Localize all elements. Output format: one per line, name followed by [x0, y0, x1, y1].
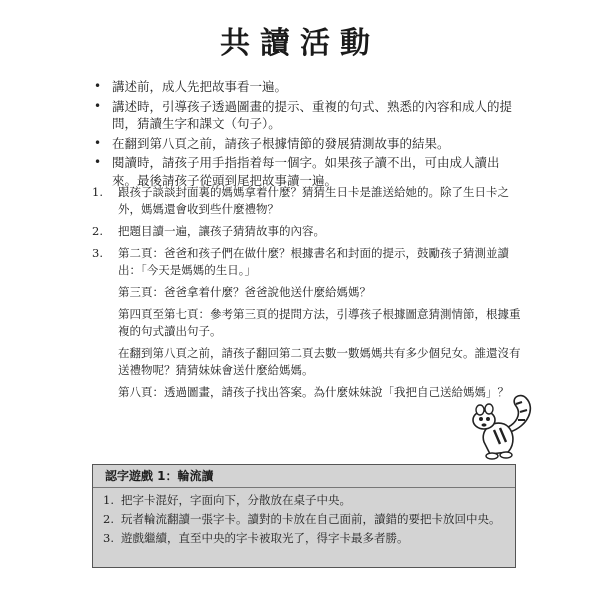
bullet-text: 講述時，引導孩子透過圖畫的提示、重複的句式、熟悉的內容和成人的提問，猜讀生字和課文（句子）。	[112, 98, 513, 131]
rule-number: 2.	[103, 512, 114, 526]
bullet-text: 在翻到第八頁之前，請孩子根據情節的發展猜測故事的結果。	[112, 135, 450, 151]
rule-text: 玩者輪流翻讀一張字卡。讀對的卡放在自己面前，讀錯的要把卡放回中央。	[121, 512, 501, 526]
guide-bullet-list	[92, 78, 512, 191]
step-number: 2.	[92, 224, 103, 238]
bullet-text: 閱讀時，請孩子用手指指着每一個字。如果孩子讀不出，可由成人讀出來。最後請孩子從頭到尾把故事讀一遍。	[112, 155, 500, 188]
page-title: 共讀活動	[220, 26, 380, 61]
list-item	[92, 98, 512, 133]
squirrel-mascot-icon	[470, 392, 540, 464]
rule-text: 遊戲繼續，直至中央的字卡被取光了，得字卡最多者勝。	[121, 531, 409, 545]
word-game-box	[92, 464, 516, 568]
step-subtext: 第八頁：透過圖畫，請孩子找出答案。為什麼妹妹說「我把自己送給媽媽」？	[118, 385, 509, 399]
bullet-dot-icon: •	[94, 155, 102, 169]
bullet-text: 講述前，成人先把故事看一遍。	[112, 79, 288, 94]
rule-number: 3.	[103, 531, 114, 545]
step-subtext: 第三頁：爸爸拿着什麼？爸爸說他送什麼給媽媽？	[118, 285, 371, 299]
step-subtext: 在翻到第八頁之前，請孩子翻回第二頁去數一數媽媽共有多少個兒女。誰還沒有送禮物呢？猜猜妹妹會送什麼給媽媽。	[118, 346, 521, 377]
bullet-dot-icon: •	[94, 135, 102, 150]
reading-steps-list	[92, 184, 522, 406]
rule-text: 把字卡混好，字面向下，分散放在桌子中央。	[121, 493, 351, 507]
step-item	[92, 223, 522, 240]
list-item	[103, 492, 505, 509]
step-number: 1.	[92, 185, 103, 199]
list-item	[92, 135, 512, 153]
step-item	[92, 184, 522, 218]
game-rules-list	[93, 488, 515, 547]
step-subtext: 第四頁至第七頁：參考第三頁的提問方法，引導孩子根據圖意猜測情節，根據重複的句式讀出句子。	[118, 307, 521, 338]
bullet-dot-icon: •	[94, 79, 102, 93]
step-item	[92, 245, 522, 401]
rule-number: 1.	[103, 493, 114, 507]
step-text: 第二頁：爸爸和孩子們在做什麼？根據書名和封面的提示，鼓勵孩子猜測並讀出：「今天是媽媽的生日。」	[118, 246, 509, 277]
list-item	[92, 78, 512, 96]
step-text: 跟孩子談談封面裏的媽媽拿着什麼？猜猜生日卡是誰送給她的。除了生日卡之外，媽媽還會收到些什麼禮物？	[118, 185, 509, 216]
step-number: 3.	[92, 246, 103, 260]
bullet-dot-icon: •	[94, 98, 102, 113]
game-title: 認字遊戲 1：輪流讀	[93, 465, 515, 488]
step-text: 把題目讀一遍，讓孩子猜猜故事的內容。	[118, 224, 325, 238]
list-item	[103, 511, 505, 528]
list-item	[103, 530, 505, 547]
